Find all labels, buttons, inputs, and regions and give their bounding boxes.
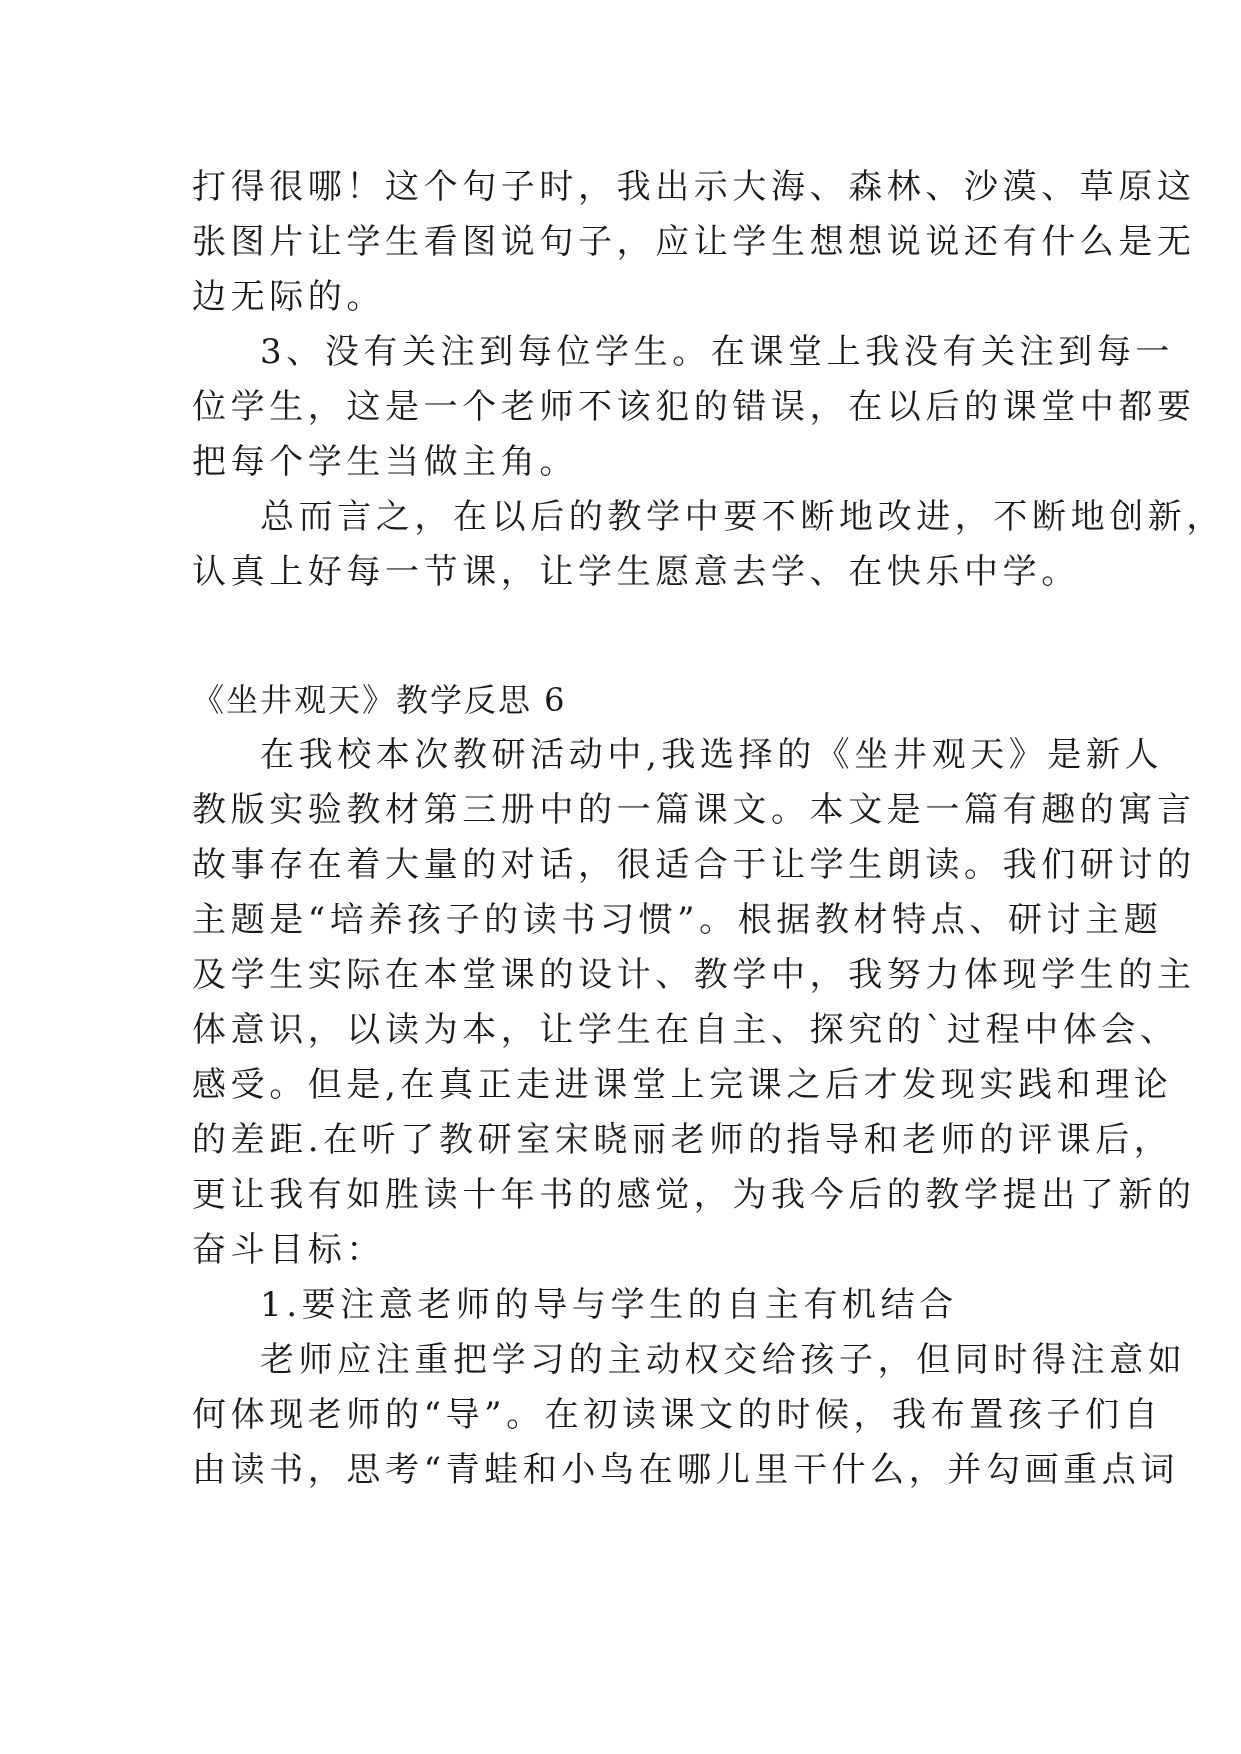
text-line: 张图片让学生看图说句子，应让学生想想说说还有什么是无 xyxy=(192,222,1196,262)
text-line: 打得很哪！这个句子时，我出示大海、森林、沙漠、草原这 xyxy=(192,167,1196,207)
text-line: 由读书，思考“青蛙和小鸟在哪儿里干什么，并勾画重点词 xyxy=(192,1450,1179,1490)
text-line: 故事存在着大量的对话，很适合于让学生朗读。我们研讨的 xyxy=(192,845,1196,885)
text-line: 边无际的。 xyxy=(192,277,385,317)
subheading-1 xyxy=(192,1278,1052,1333)
paragraph-point-3 xyxy=(192,325,1196,490)
text-line: 老师应注重把学习的主动权交给孩子，但同时得注意如 xyxy=(260,1340,1187,1380)
paragraph-teacher xyxy=(192,1333,1187,1498)
text-line: 何体现老师的“导”。在初读课文的时候，我布置孩子们自 xyxy=(192,1395,1163,1435)
text-line: 3、没有关注到每位学生。在课堂上我没有关注到每一 xyxy=(260,332,1175,372)
text-line: 更让我有如胜读十年书的感觉，为我今后的教学提出了新的 xyxy=(192,1175,1196,1215)
paragraph-intro xyxy=(192,728,1196,1278)
text-line: 主题是“培养孩子的读书习惯”。根据教材特点、研讨主题 xyxy=(192,900,1163,940)
text-line: 的差距.在听了教研室宋晓丽老师的指导和老师的评课后， xyxy=(192,1120,1173,1160)
text-line: 1.要注意老师的导与学生的自主有机结合 xyxy=(260,1285,958,1325)
text-line: 感受。但是,在真正走进课堂上完课之后才发现实践和理论 xyxy=(192,1065,1173,1105)
text-line: 及学生实际在本堂课的设计、教学中，我努力体现学生的主 xyxy=(192,955,1196,995)
text-line: 总而言之，在以后的教学中要不断地改进，不断地创新， xyxy=(260,497,1225,537)
text-line: 在我校本次教研活动中,我选择的《坐井观天》是新人 xyxy=(260,735,1164,775)
document-page xyxy=(192,160,1225,1498)
paragraph-continued xyxy=(192,160,1196,325)
text-line: 奋斗目标： xyxy=(192,1230,385,1270)
paragraph-summary xyxy=(192,490,1225,600)
text-line: 位学生，这是一个老师不该犯的错误，在以后的课堂中都要 xyxy=(192,387,1196,427)
section-title: 《坐井观天》教学反思 6 xyxy=(192,681,567,719)
text-line: 认真上好每一节课，让学生愿意去学、在快乐中学。 xyxy=(192,552,1080,592)
section-gap xyxy=(192,600,1052,673)
text-line: 把每个学生当做主角。 xyxy=(192,442,578,482)
text-line: 体意识，以读为本，让学生在自主、探究的`过程中体会、 xyxy=(192,1010,1179,1050)
text-line: 教版实验教材第三册中的一篇课文。本文是一篇有趣的寓言 xyxy=(192,790,1196,830)
